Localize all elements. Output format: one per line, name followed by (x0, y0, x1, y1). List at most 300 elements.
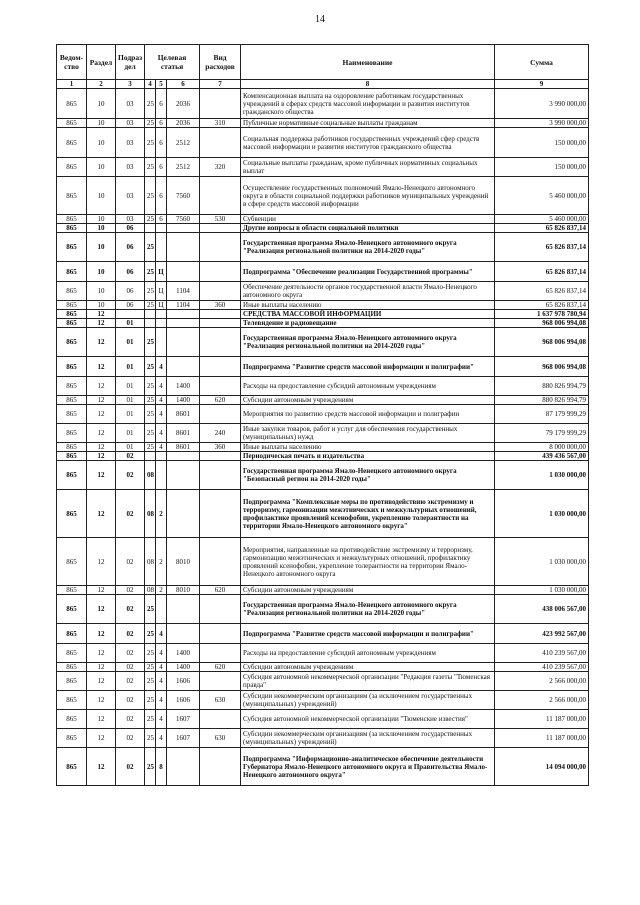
vedomstvo-cell: 865 (57, 624, 87, 644)
naimenovanie-cell: Осуществление государственных полномочий Ямало-Ненецкого автономного округа в области социальной поддержки работников муниципальных учреждений в сфере средств массовой информации (241, 177, 495, 215)
celevaya-program-cell (145, 224, 156, 233)
naimenovanie-cell: Периодическая печать и издательства (241, 452, 495, 461)
summa-cell: 5 460 000,00 (495, 177, 589, 215)
podrazdel-cell: 03 (116, 128, 145, 158)
summa-cell: 11 187 000,00 (495, 729, 589, 748)
summa-cell: 5 460 000,00 (495, 215, 589, 224)
header-celevaya-statya: Целевая статья (145, 45, 200, 80)
column-number: 9 (495, 80, 589, 89)
razdel-cell: 10 (87, 282, 116, 301)
table-row (57, 538, 589, 586)
vedomstvo-cell: 865 (57, 128, 87, 158)
celevaya-subprogram-cell: Ц (156, 301, 167, 310)
table-row (57, 177, 589, 215)
celevaya-subprogram-cell: 4 (156, 672, 167, 691)
table-row (57, 595, 589, 624)
table-row (57, 282, 589, 301)
table-row (57, 624, 589, 644)
razdel-cell: 12 (87, 443, 116, 452)
vedomstvo-cell: 865 (57, 644, 87, 663)
naimenovanie-cell: Государственная программа Ямало-Ненецкого автономного округа "Реализация региональной политики на 2014-2020 годы" (241, 595, 495, 624)
razdel-cell: 12 (87, 328, 116, 357)
table-row (57, 452, 589, 461)
celevaya-subprogram-cell: 6 (156, 128, 167, 158)
table-header-row (57, 45, 589, 80)
vedomstvo-cell: 865 (57, 262, 87, 282)
table-row (57, 377, 589, 396)
summa-cell: 880 826 994,79 (495, 396, 589, 405)
naimenovanie-cell: Расходы на предоставление субсидий автономным учреждениям (241, 377, 495, 396)
celevaya-code-cell: 1400 (167, 644, 200, 663)
vid-rashodov-cell (200, 282, 241, 301)
table-row (57, 424, 589, 443)
summa-cell: 65 826 837,14 (495, 262, 589, 282)
celevaya-program-cell: 25 (145, 644, 156, 663)
naimenovanie-cell: Подпрограмма "Развитие средств массовой информации и полиграфии" (241, 624, 495, 644)
summa-cell: 1 030 000,00 (495, 461, 589, 490)
podrazdel-cell: 03 (116, 119, 145, 128)
razdel-cell: 12 (87, 538, 116, 586)
summa-cell: 150 000,00 (495, 158, 589, 177)
naimenovanie-cell: Подпрограмма "Информационно-аналитическое обеспечение деятельности Губернатора Ямало-Ненецкого автономного округа и Правительства Ямало-Ненецкого автономного округа" (241, 748, 495, 786)
celevaya-subprogram-cell: 6 (156, 158, 167, 177)
vedomstvo-cell: 865 (57, 672, 87, 691)
razdel-cell: 12 (87, 624, 116, 644)
column-number: 6 (167, 80, 200, 89)
celevaya-code-cell: 2512 (167, 158, 200, 177)
celevaya-subprogram-cell: 4 (156, 624, 167, 644)
vedomstvo-cell: 865 (57, 691, 87, 710)
summa-cell: 65 826 837,14 (495, 233, 589, 262)
naimenovanie-cell: Подпрограмма "Комплексные меры по противодействию экстремизму и терроризму, гармонизации межэтнических и межкультурных отношений, профилактике проявлений ксенофобии, укреплению толерантности на территории Ямало-Ненецкого автономного округа" (241, 490, 495, 538)
razdel-cell: 10 (87, 119, 116, 128)
summa-cell: 11 187 000,00 (495, 710, 589, 729)
podrazdel-cell: 01 (116, 443, 145, 452)
celevaya-program-cell: 25 (145, 624, 156, 644)
summa-cell: 410 239 567,00 (495, 644, 589, 663)
vedomstvo-cell: 865 (57, 282, 87, 301)
celevaya-program-cell: 25 (145, 215, 156, 224)
naimenovanie-cell: Подпрограмма "Развитие средств массовой информации и полиграфии" (241, 357, 495, 377)
vid-rashodov-cell (200, 177, 241, 215)
vedomstvo-cell: 865 (57, 490, 87, 538)
celevaya-program-cell: 25 (145, 158, 156, 177)
naimenovanie-cell: Субсидии некоммерческим организациям (за исключением государственных (муниципальных) учреждений) (241, 729, 495, 748)
celevaya-subprogram-cell: 4 (156, 424, 167, 443)
summa-cell: 1 030 000,00 (495, 586, 589, 595)
celevaya-program-cell: 25 (145, 262, 156, 282)
celevaya-subprogram-cell: 4 (156, 405, 167, 424)
podrazdel-cell: 01 (116, 328, 145, 357)
table-row (57, 158, 589, 177)
vedomstvo-cell: 865 (57, 328, 87, 357)
razdel-cell: 10 (87, 262, 116, 282)
celevaya-subprogram-cell (156, 328, 167, 357)
razdel-cell: 10 (87, 233, 116, 262)
podrazdel-cell: 06 (116, 301, 145, 310)
razdel-cell: 12 (87, 644, 116, 663)
vedomstvo-cell: 865 (57, 310, 87, 319)
column-number: 8 (241, 80, 495, 89)
celevaya-code-cell (167, 310, 200, 319)
column-number: 5 (156, 80, 167, 89)
celevaya-program-cell (145, 452, 156, 461)
header-vid-rashodov: Вид расходов (200, 45, 241, 80)
vedomstvo-cell: 865 (57, 396, 87, 405)
vedomstvo-cell: 865 (57, 443, 87, 452)
celevaya-subprogram-cell: 4 (156, 396, 167, 405)
summa-cell: 65 826 837,14 (495, 224, 589, 233)
column-number: 2 (87, 80, 116, 89)
celevaya-code-cell: 7560 (167, 177, 200, 215)
celevaya-code-cell (167, 490, 200, 538)
summa-cell: 968 006 994,08 (495, 328, 589, 357)
naimenovanie-cell: Субсидия автономной некоммерческой организации "Тюменские известия" (241, 710, 495, 729)
vedomstvo-cell: 865 (57, 357, 87, 377)
celevaya-code-cell: 1607 (167, 729, 200, 748)
celevaya-program-cell (145, 319, 156, 328)
celevaya-subprogram-cell: 4 (156, 644, 167, 663)
celevaya-subprogram-cell: Ц (156, 282, 167, 301)
celevaya-code-cell: 8010 (167, 586, 200, 595)
podrazdel-cell: 02 (116, 538, 145, 586)
naimenovanie-cell: Государственная программа Ямало-Ненецкого автономного округа "Безопасный регион на 2014-2020 годы" (241, 461, 495, 490)
naimenovanie-cell: Подпрограмма "Обеспечение реализации Государственной программы" (241, 262, 495, 282)
header-summa: Сумма (495, 45, 589, 80)
podrazdel-cell: 02 (116, 461, 145, 490)
podrazdel-cell: 01 (116, 396, 145, 405)
celevaya-subprogram-cell: 6 (156, 119, 167, 128)
table-row (57, 319, 589, 328)
celevaya-program-cell: 25 (145, 710, 156, 729)
celevaya-subprogram-cell: 2 (156, 586, 167, 595)
celevaya-subprogram-cell (156, 319, 167, 328)
naimenovanie-cell: Мероприятия, направленные на противодействие экстремизму и терроризму, гармонизацию межэтнических и межкультурных отношений, профилактику проявлений ксенофобии, укрепление толерантности на территории Ямало-Ненецкого автономного округа (241, 538, 495, 586)
summa-cell: 150 000,00 (495, 128, 589, 158)
celevaya-code-cell (167, 748, 200, 786)
razdel-cell: 12 (87, 377, 116, 396)
table-row (57, 691, 589, 710)
vid-rashodov-cell (200, 224, 241, 233)
naimenovanie-cell: Субсидии автономным учреждениям (241, 663, 495, 672)
celevaya-code-cell: 8010 (167, 538, 200, 586)
table-row (57, 443, 589, 452)
vedomstvo-cell: 865 (57, 748, 87, 786)
podrazdel-cell: 02 (116, 452, 145, 461)
celevaya-program-cell: 25 (145, 748, 156, 786)
vedomstvo-cell: 865 (57, 319, 87, 328)
header-ved: Ведом-ство (57, 45, 87, 80)
header-razdel: Раздел (87, 45, 116, 80)
table-row (57, 405, 589, 424)
celevaya-code-cell: 8601 (167, 424, 200, 443)
razdel-cell: 12 (87, 405, 116, 424)
vedomstvo-cell: 865 (57, 595, 87, 624)
vid-rashodov-cell: 630 (200, 729, 241, 748)
summa-cell: 3 990 000,00 (495, 89, 589, 119)
podrazdel-cell: 01 (116, 377, 145, 396)
table-row (57, 262, 589, 282)
vid-rashodov-cell (200, 452, 241, 461)
column-number: 4 (145, 80, 156, 89)
razdel-cell: 10 (87, 158, 116, 177)
podrazdel-cell: 02 (116, 644, 145, 663)
column-number-row (57, 80, 589, 89)
vid-rashodov-cell (200, 672, 241, 691)
celevaya-subprogram-cell: 2 (156, 490, 167, 538)
summa-cell: 1 030 000,00 (495, 538, 589, 586)
summa-cell: 2 566 000,00 (495, 691, 589, 710)
summa-cell: 410 239 567,00 (495, 663, 589, 672)
celevaya-subprogram-cell: 2 (156, 538, 167, 586)
celevaya-code-cell: 1606 (167, 672, 200, 691)
vedomstvo-cell: 865 (57, 452, 87, 461)
table-row (57, 119, 589, 128)
razdel-cell: 12 (87, 729, 116, 748)
header-podrazdel: Подраз дел (116, 45, 145, 80)
razdel-cell: 12 (87, 461, 116, 490)
celevaya-subprogram-cell: 4 (156, 357, 167, 377)
celevaya-code-cell: 1104 (167, 301, 200, 310)
naimenovanie-cell: Государственная программа Ямало-Ненецкого автономного округа "Реализация региональной политики на 2014-2020 годы" (241, 233, 495, 262)
vedomstvo-cell: 865 (57, 729, 87, 748)
vid-rashodov-cell (200, 328, 241, 357)
table-row (57, 586, 589, 595)
vid-rashodov-cell: 360 (200, 443, 241, 452)
vedomstvo-cell: 865 (57, 586, 87, 595)
vedomstvo-cell: 865 (57, 158, 87, 177)
table-row (57, 301, 589, 310)
naimenovanie-cell: Иные выплаты населению (241, 443, 495, 452)
naimenovanie-cell: Социальные выплаты гражданам, кроме публичных нормативных социальных выплат (241, 158, 495, 177)
naimenovanie-cell: Иные выплаты населению (241, 301, 495, 310)
table-row (57, 215, 589, 224)
table-row (57, 396, 589, 405)
celevaya-program-cell (145, 310, 156, 319)
celevaya-subprogram-cell: 4 (156, 663, 167, 672)
razdel-cell: 12 (87, 319, 116, 328)
razdel-cell: 10 (87, 128, 116, 158)
podrazdel-cell: 01 (116, 357, 145, 377)
vid-rashodov-cell (200, 490, 241, 538)
podrazdel-cell: 03 (116, 89, 145, 119)
podrazdel-cell: 02 (116, 691, 145, 710)
celevaya-code-cell: 8601 (167, 443, 200, 452)
celevaya-program-cell: 25 (145, 89, 156, 119)
podrazdel-cell: 06 (116, 262, 145, 282)
naimenovanie-cell: Публичные нормативные социальные выплаты гражданам (241, 119, 495, 128)
vid-rashodov-cell (200, 595, 241, 624)
naimenovanie-cell: Иные закупки товаров, работ и услуг для обеспечения государственных (муниципальных) нужд (241, 424, 495, 443)
summa-cell: 65 826 837,14 (495, 282, 589, 301)
podrazdel-cell: 02 (116, 710, 145, 729)
summa-cell: 968 006 994,08 (495, 357, 589, 377)
table-row (57, 310, 589, 319)
celevaya-code-cell: 2036 (167, 119, 200, 128)
celevaya-code-cell (167, 461, 200, 490)
vedomstvo-cell: 865 (57, 233, 87, 262)
vedomstvo-cell: 865 (57, 424, 87, 443)
vedomstvo-cell: 865 (57, 377, 87, 396)
podrazdel-cell: 03 (116, 158, 145, 177)
celevaya-program-cell: 08 (145, 490, 156, 538)
vedomstvo-cell: 865 (57, 177, 87, 215)
column-number: 1 (57, 80, 87, 89)
summa-cell: 3 990 000,00 (495, 119, 589, 128)
table-row (57, 729, 589, 748)
celevaya-subprogram-cell (156, 233, 167, 262)
table-row (57, 89, 589, 119)
celevaya-program-cell: 25 (145, 328, 156, 357)
razdel-cell: 12 (87, 310, 116, 319)
vid-rashodov-cell (200, 748, 241, 786)
celevaya-subprogram-cell (156, 310, 167, 319)
celevaya-code-cell (167, 624, 200, 644)
celevaya-code-cell (167, 595, 200, 624)
table-row (57, 357, 589, 377)
vid-rashodov-cell: 620 (200, 396, 241, 405)
celevaya-code-cell (167, 224, 200, 233)
page-number: 14 (315, 14, 325, 25)
celevaya-program-cell: 25 (145, 128, 156, 158)
vedomstvo-cell: 865 (57, 224, 87, 233)
naimenovanie-cell: Субсидии некоммерческим организациям (за исключением государственных (муниципальных) учреждений) (241, 691, 495, 710)
vedomstvo-cell: 865 (57, 119, 87, 128)
summa-cell: 79 179 999,29 (495, 424, 589, 443)
vid-rashodov-cell: 310 (200, 119, 241, 128)
celevaya-subprogram-cell: 6 (156, 177, 167, 215)
celevaya-program-cell: 08 (145, 538, 156, 586)
budget-table (56, 44, 589, 786)
podrazdel-cell: 01 (116, 405, 145, 424)
vedomstvo-cell: 865 (57, 710, 87, 729)
celevaya-code-cell: 1400 (167, 663, 200, 672)
celevaya-subprogram-cell (156, 452, 167, 461)
table-row (57, 710, 589, 729)
celevaya-subprogram-cell: 4 (156, 691, 167, 710)
vedomstvo-cell: 865 (57, 538, 87, 586)
celevaya-code-cell: 1606 (167, 691, 200, 710)
naimenovanie-cell: СРЕДСТВА МАССОВОЙ ИНФОРМАЦИИ (241, 310, 495, 319)
celevaya-program-cell: 25 (145, 405, 156, 424)
celevaya-program-cell: 25 (145, 396, 156, 405)
celevaya-subprogram-cell (156, 461, 167, 490)
naimenovanie-cell: Государственная программа Ямало-Ненецкого автономного округа "Реализация региональной политики на 2014-2020 годы" (241, 328, 495, 357)
naimenovanie-cell: Компенсационная выплата на оздоровление работникам государственных учреждений в сферах средств массовой информации и развития институтов гражданского общества (241, 89, 495, 119)
table-row (57, 224, 589, 233)
table-row (57, 328, 589, 357)
razdel-cell: 12 (87, 748, 116, 786)
vid-rashodov-cell (200, 461, 241, 490)
celevaya-program-cell: 25 (145, 595, 156, 624)
vid-rashodov-cell (200, 710, 241, 729)
table-row (57, 490, 589, 538)
celevaya-subprogram-cell (156, 224, 167, 233)
vid-rashodov-cell: 630 (200, 691, 241, 710)
column-number: 3 (116, 80, 145, 89)
celevaya-subprogram-cell (156, 595, 167, 624)
celevaya-subprogram-cell: Ц (156, 262, 167, 282)
celevaya-code-cell (167, 452, 200, 461)
podrazdel-cell: 02 (116, 729, 145, 748)
vid-rashodov-cell: 620 (200, 586, 241, 595)
podrazdel-cell: 01 (116, 319, 145, 328)
celevaya-code-cell: 1400 (167, 377, 200, 396)
naimenovanie-cell: Обеспечение деятельности органов государственной власти Ямало-Ненецкого автономного округа (241, 282, 495, 301)
podrazdel-cell: 06 (116, 233, 145, 262)
celevaya-code-cell: 7560 (167, 215, 200, 224)
table-row (57, 233, 589, 262)
celevaya-code-cell (167, 262, 200, 282)
podrazdel-cell: 03 (116, 177, 145, 215)
celevaya-program-cell: 25 (145, 301, 156, 310)
razdel-cell: 12 (87, 490, 116, 538)
razdel-cell: 12 (87, 586, 116, 595)
celevaya-code-cell: 8601 (167, 405, 200, 424)
summa-cell: 1 637 978 780,94 (495, 310, 589, 319)
vid-rashodov-cell (200, 262, 241, 282)
podrazdel-cell: 02 (116, 624, 145, 644)
summa-cell: 2 566 000,00 (495, 672, 589, 691)
vid-rashodov-cell (200, 319, 241, 328)
table-row (57, 748, 589, 786)
table-row (57, 672, 589, 691)
razdel-cell: 12 (87, 595, 116, 624)
celevaya-code-cell: 2512 (167, 128, 200, 158)
table-row (57, 461, 589, 490)
celevaya-program-cell: 25 (145, 672, 156, 691)
celevaya-subprogram-cell: 4 (156, 710, 167, 729)
razdel-cell: 12 (87, 357, 116, 377)
celevaya-subprogram-cell: 6 (156, 89, 167, 119)
celevaya-program-cell: 08 (145, 586, 156, 595)
razdel-cell: 12 (87, 663, 116, 672)
table-row (57, 644, 589, 663)
razdel-cell: 10 (87, 89, 116, 119)
vid-rashodov-cell (200, 128, 241, 158)
naimenovanie-cell: Телевидение и радиовещание (241, 319, 495, 328)
summa-cell: 968 006 994,08 (495, 319, 589, 328)
naimenovanie-cell: Субсидии автономным учреждениям (241, 586, 495, 595)
vid-rashodov-cell (200, 405, 241, 424)
naimenovanie-cell: Субсидия автономной некоммерческой организации "Редакция газеты "Тюменская правда" (241, 672, 495, 691)
celevaya-program-cell: 25 (145, 357, 156, 377)
summa-cell: 439 436 567,00 (495, 452, 589, 461)
vid-rashodov-cell (200, 310, 241, 319)
table-row (57, 128, 589, 158)
celevaya-subprogram-cell: 4 (156, 729, 167, 748)
podrazdel-cell: 06 (116, 224, 145, 233)
celevaya-program-cell: 25 (145, 377, 156, 396)
vid-rashodov-cell (200, 538, 241, 586)
naimenovanie-cell: Мероприятия по развитию средств массовой информации и полиграфии (241, 405, 495, 424)
podrazdel-cell: 02 (116, 595, 145, 624)
celevaya-program-cell: 25 (145, 233, 156, 262)
podrazdel-cell: 02 (116, 663, 145, 672)
razdel-cell: 12 (87, 424, 116, 443)
summa-cell: 65 826 837,14 (495, 301, 589, 310)
celevaya-program-cell: 25 (145, 119, 156, 128)
razdel-cell: 12 (87, 452, 116, 461)
celevaya-code-cell: 1104 (167, 282, 200, 301)
razdel-cell: 12 (87, 710, 116, 729)
vid-rashodov-cell (200, 377, 241, 396)
razdel-cell: 10 (87, 215, 116, 224)
celevaya-subprogram-cell: 4 (156, 377, 167, 396)
vid-rashodov-cell (200, 357, 241, 377)
celevaya-program-cell: 25 (145, 282, 156, 301)
celevaya-code-cell (167, 328, 200, 357)
